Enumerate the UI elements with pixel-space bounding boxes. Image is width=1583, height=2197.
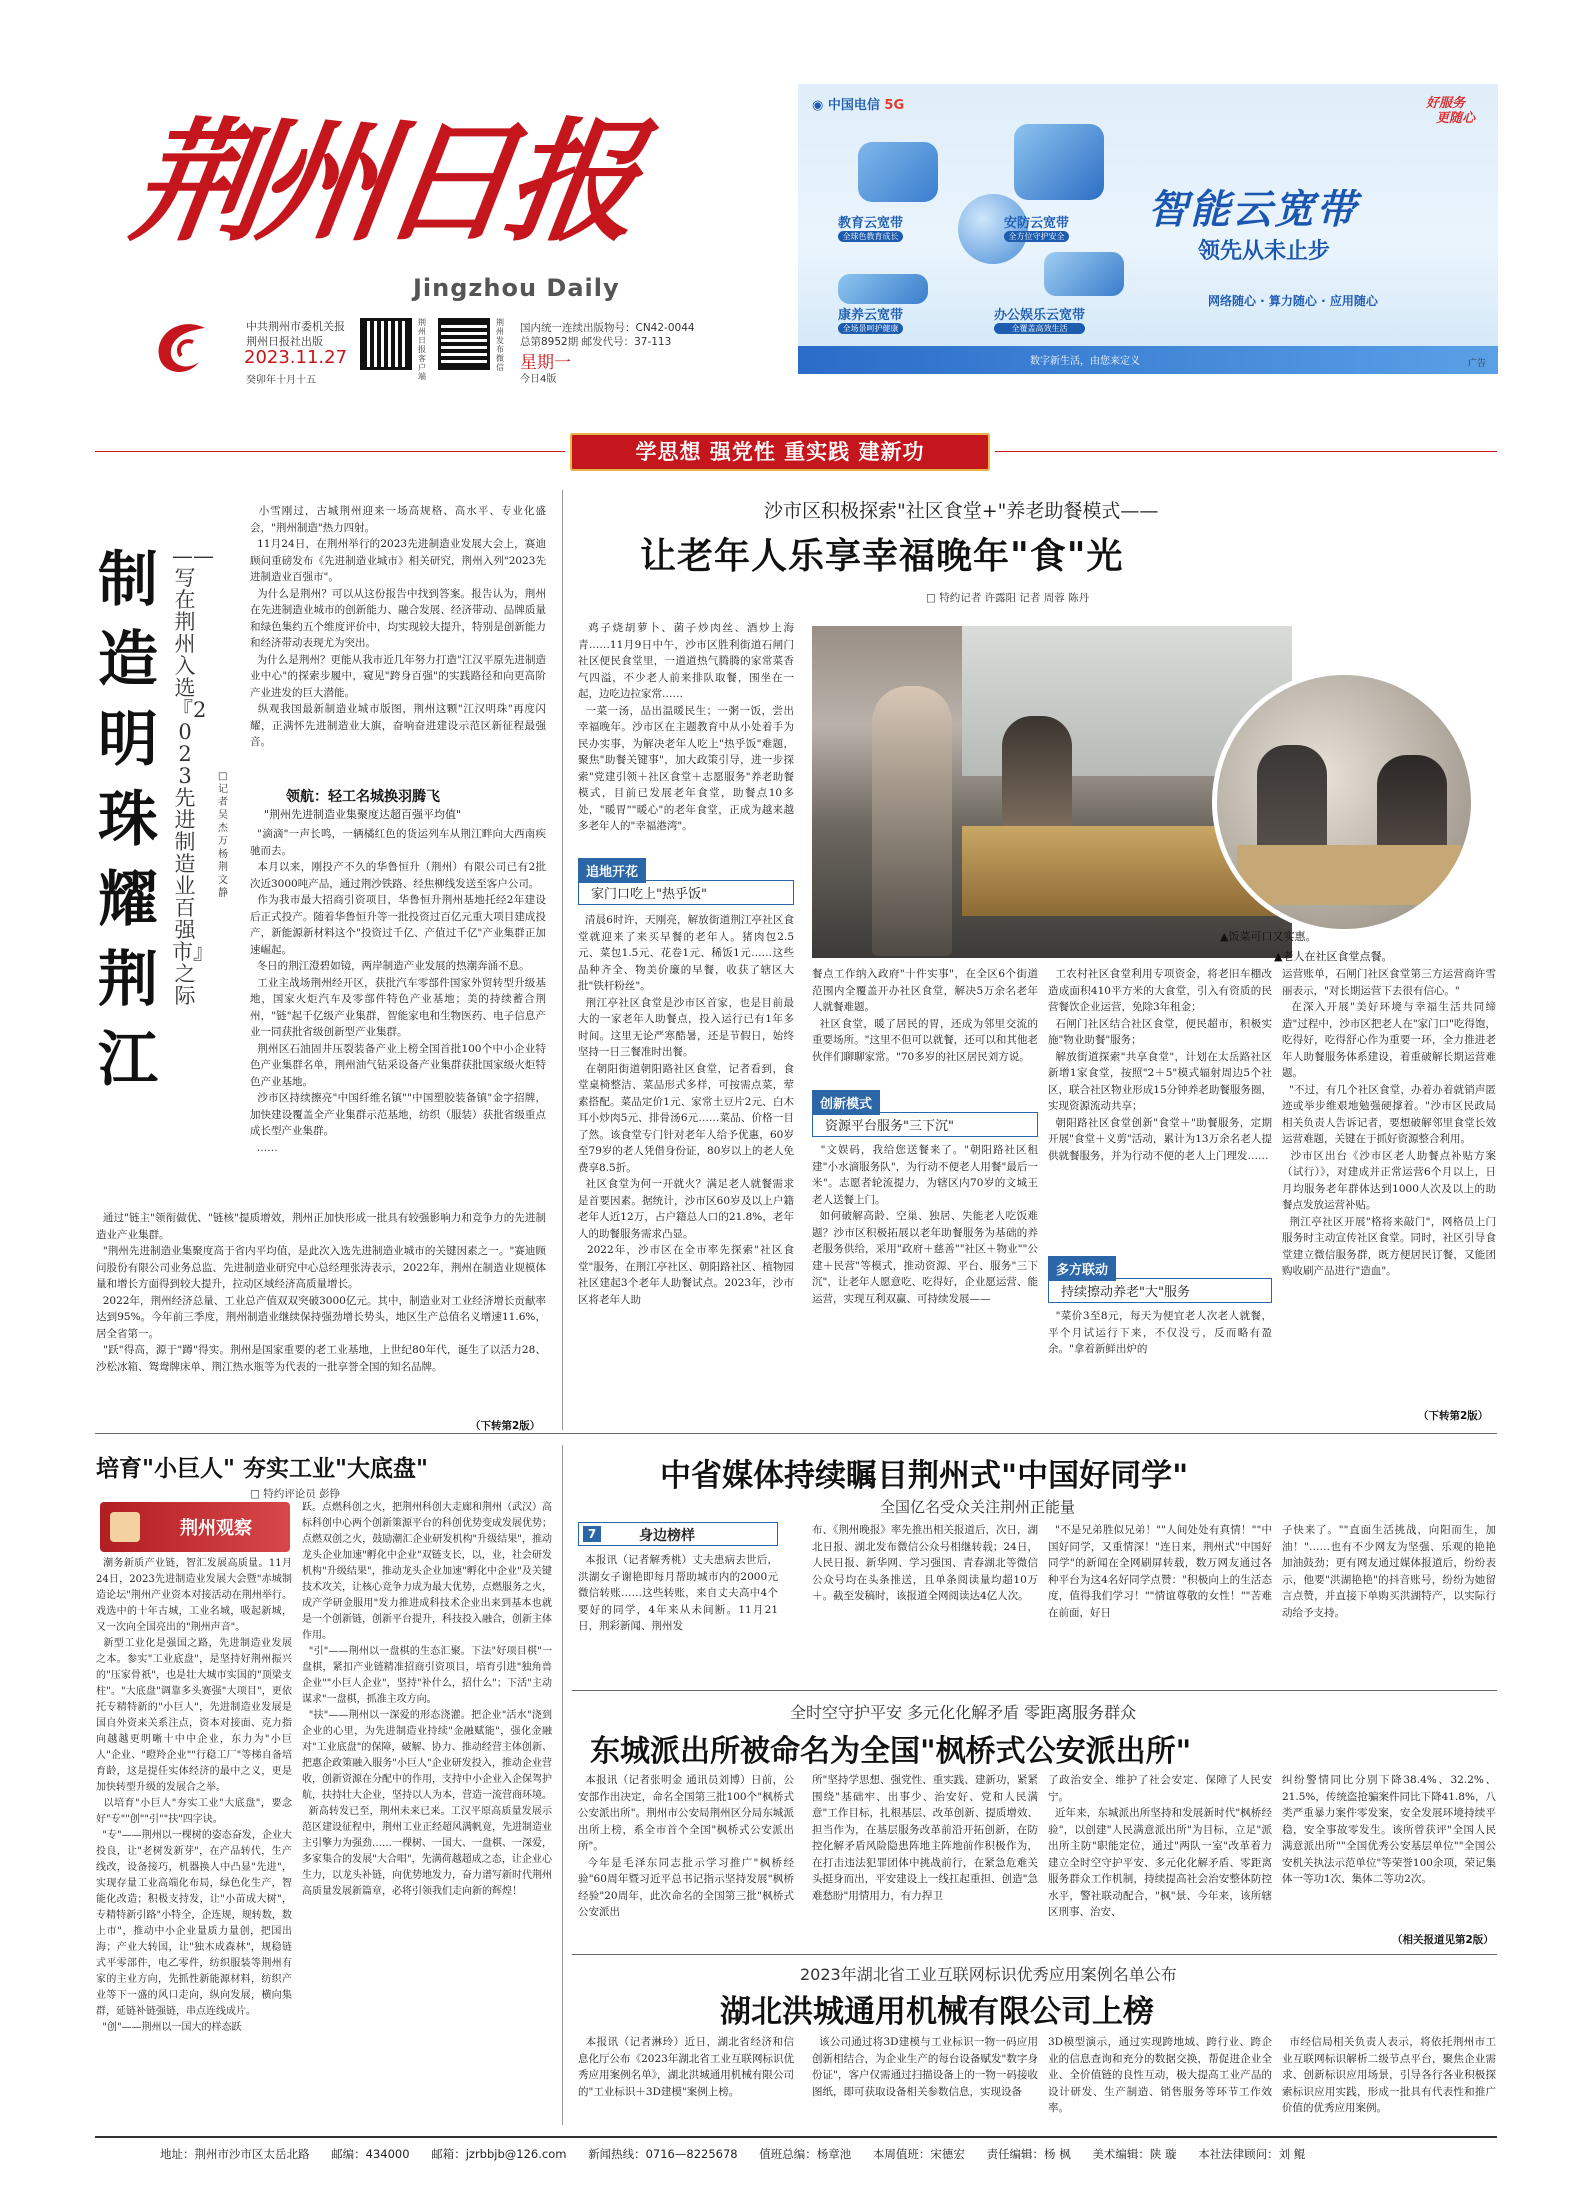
- ad-illustration-education: [858, 142, 938, 202]
- postal-code: 邮发代号：37-113: [581, 336, 672, 348]
- footer-address: 地址：荆州市沙市区太岳北路: [160, 2147, 310, 2161]
- lead-subtitle: ——写在荆州入选『2023先进制造业百强市』之际: [172, 544, 214, 1008]
- police-kicker: 全时空守护平安 多元化化解矛盾 零距离服务群众: [790, 1703, 1137, 1722]
- issue-number: [520, 334, 671, 349]
- police-body-2: 所"坚持学思想、强党性、重实践、建新功，紧紧围绕"基础牢、出事少、治安好、党和人民满意"工作目标，扎根基层、改革创新、提质增效、担当作为，在基层服务改革前沿开拓创新，在防控化解矛盾风险隐患阵地主阵地前作积极作为，在打击违法犯罪团体中挑战前行，在紧急危难关头挺身而出，平安建设上一线扛起重担、创造"急难愁盼"用情用力，有力捍卫: [812, 1774, 1038, 1902]
- footer-editor: 责任编辑：杨 枫: [986, 2147, 1071, 2161]
- newspaper-latin-title: Jingzhou Daily: [413, 274, 620, 302]
- issue-total: 总第8952期: [520, 336, 579, 348]
- ad-bottom-strip: [798, 346, 1498, 374]
- column-divider: [562, 490, 563, 1430]
- story-body-4: "文娱码，我给您送餐来了。"朝阳路社区租建"小水滴服务队"，为行动不便老人用餐"最后一米"。志愿者轮流提力，为辖区内70岁的文城王老人送餐上门。 如何破解高龄、空巢、独居、失能老人吃饭难题？沙市区积极拓展以老年助餐服务为基础的养老服务供给，采用"政府＋慈善""社区＋物业""公建＋民营"等模式，推动资源、平台、服务"三下沉"，让老年人愿意吃、吃得好，企业愿运营、能运营，实现互利双赢、可持续发展——: [812, 1144, 1038, 1305]
- police-title: 东城派出所被命名为全国"枫桥式公安派出所": [590, 1734, 1192, 1769]
- police-body-4: 纠纷警情同比分别下降38.4%、32.2%、21.5%，传统盗抢骗案件同比下降41.8%，八类严重暴力案件零发案，安全发展环境持续平稳，安全事故零发生。该所曾获评"全国人民满意派出所""全国优秀公安基层单位""全国公安机关执法示范单位"等荣誉100余项，荣记集体一等功1次、集体二等功2次。: [1282, 1774, 1496, 1885]
- newspaper-title: 荆州日报: [124, 105, 642, 260]
- industry-title: 湖北洪城通用机械有限公司上榜: [720, 1994, 1154, 2030]
- footer-rule: [95, 2136, 1497, 2138]
- footer-postcode: 邮编：434000: [331, 2147, 410, 2161]
- footer-duty-editor: 值班总编：杨章池: [759, 2147, 852, 2161]
- media-body-2: 布、《荆州晚报》率先推出相关报道后，次日，湖北日报、湖北发布微信公众号相继转载；24日，人民日报、新华网、学习强国、青春湖北等微信公众号均在头条推送，且单条阅读量均超10万＋。截至发稿时，该报道全网阅读达4亿人次。: [812, 1524, 1038, 1602]
- comment-body-1: 潮务新质产业链，智汇发展高质量。11月24日，2023先进制造业发展大会暨"赤城制造论坛"荆州产业资本对接活动在荆州举行。戏选中的十年古城，工业名城，吸起新城，又一次向全国亮出的"荆州声音"。 新型工业化是强国之路，先进制造业发展之本。参实"工业底盘"，是坚持好荆州振兴的"压家骨祇"，也是壮大城市实国的"顶梁支柱"。"大底盘"调靠多头赛强"大项目"，更依托专精特新的"小巨人"，先进制造业发展是国自外资来关系注点，资本对接面、克力指向越越更明晰十中中企业，东力为"小巨人"企业、"瞪羚企业""行稳工厂"等梯自备培育龄，这是提任实体经济的最中之义，更是加快转型升级的发展合之举。 以培育"小巨人"夯实工业"大底盘"，要念好"专""创""引""扶"四字诀。 "专"——荆州以一棵树的姿态奋发，企业大投良，让"老树发新芽"，在产品转代，生产线改，设备接巧，机器换人中凸显"先进"，实现存量工业高端化布局，绿色化生产，智能化改造；积极支持发，让"小苗成大树"，专精特新引路"小特全，企连规，规转数，数上市"，推动中小企业量质力量创，把国出海；产业大转国，让"独木成森林"，规稳链式平零部件，电乙零件，纺织服装等荆州有家的主业方向，先抓性新能源材料，纺织产业等下一盛的风口走向，纵向发展，横向集群，延链补链强链，串点连线成片。 "创"——荆州以一国大的样态跃: [96, 1558, 292, 2033]
- story-body-1: 鸡子烧胡萝卜、菌子炒肉丝、酒炒上海青……11月9日中午，沙市区胜利街道石闸门社区便民食堂里，一道道热气腾腾的家常菜香气四溢，不少老人前来排队取餐，围坐在一起，边吃边拉家常…… 一菜一汤，品出温暖民生；一粥一饭，尝出幸福晚年。沙市区在主题教育中从小处着手为民办实事，为解决老年人吃上"热乎饭"难题，聚焦"助餐关键事"，加大政策引导，进一步探索"党建引领＋社区食堂＋志愿服务"养老助餐模式，目前已发展老年食堂，助餐点10多处，"暖胃""暖心"的老年食堂，正成为越来越多老年人的"幸福港湾"。: [578, 622, 794, 832]
- ad-tagline-a: 好服务: [1426, 96, 1466, 111]
- ad-item-sub: 全覆盖高效生活: [994, 323, 1085, 334]
- theme-banner-text: 学思想 强党性 重实践 建新功: [635, 439, 925, 464]
- lead-jump: （下转第2版）: [470, 1420, 541, 1432]
- publication-number: 国内统一连续出版物号：CN42-0044: [520, 322, 695, 334]
- lead-body-2: "滴滴"一声长鸣，一辆橘红色的货运列车从荆江畔向大西南疾驰而去。 本月以来，刚投产不久的华鲁恒升（荆州）有限公司已有2批次近3000吨产品，通过荆沙铁路、经焦柳线发送至客户公司。 作为我市最大招商引资项目，华鲁恒升荆州基地托经2年建设后正式投产。随着华鲁恒升等一批投资过百亿元重大项目建成投产，新能源新材料这个"投资过千亿、产值过千亿"产业集群正加速崛起。 冬日的荆江澄碧如镜，两岸制造产业发展的热潮奔涌不息。 工业主战场荆州经开区，获批汽车零部件国家外贸转型升级基地，国家火炬汽车及零部件特色产业基地；美的持续蓄合荆州，"链"起千亿级产业集群，智能家电和生物医药、电子信息产业一同获批省级创新型产业集群。 荆州区石油固井压裂装备产业上榜全国首批100个中小企业特色产业集群名单，荆州油气钻采设备产业集群获批国家级火炬特色产业基地。 沙市区持续擦亮"中国纤维名镇""中国塑胶装备镇"金字招牌，加快建设覆盖全产业集群示范基地，纺织（服装）获批省级重点成长型产业集群。 ……: [250, 828, 546, 1154]
- ad-item-health: [838, 304, 903, 334]
- story-body-2: 清晨6时许，天刚亮，解放街道荆江亭社区食堂就迎来了来买早餐的老年人。猪肉包2.5元、菜包1.5元、花卷1元、稀饭1元……这些品种齐全、物美价廉的早餐，收获了辖区大批"铁杆粉丝"。 荆江亭社区食堂是沙市区首家，也是目前最大的一家老年人助餐点，投入运行已有1年多时间。这里无论严寒酷暑，还是节假日，始终坚持一日三餐准时出餐。 在朝阳街道朝阳路社区食堂，记者看到，食堂桌椅整洁、菜品形式多样，可按需点菜，荤素搭配。菜品定价1元、家常土豆片2元、白木耳小炒肉5元、排骨汤6元……菜品、价格一目了然。该食堂专门针对老年人给予优惠，60岁至79岁的老人凭借身份证，80岁以上的老人免费享8.5折。 社区食堂为何一开就火？满足老人就餐需求是首要因素。据统计，沙市区60岁及以上户籍老年人近12万，占户籍总人口的21.8%，老年人的助餐服务需求凸显。 2022年，沙市区在全市率先探索"社区食堂"服务，在荆江亭社区、朝阳路社区、植物园社区建起3个老年人助餐试点。2023年，沙市区将老年人助: [578, 914, 794, 1306]
- industry-body-4: 市经信局相关负责人表示，将依托荆州市工业互联网标识解析二级节点平台，聚焦企业需求、创新标识应用场景，引导各行各业积极探索标识应用实践，形成一批具有代表性和推广价值的优秀应用案例。: [1282, 2036, 1496, 2114]
- footer-week-duty: 本周值班：宋德宏: [872, 2147, 965, 2161]
- telecom-logo-icon: ◉: [812, 98, 824, 113]
- ad-item-title: 安防云宽带: [1004, 216, 1070, 231]
- lead-byline: □ 记者 吴杰 万杨 荆文静: [218, 771, 228, 899]
- issue-date: 2023.11.27: [244, 347, 348, 368]
- comment-body-2: 跃。点燃科创之火，把荆州科创大走廊和荆州（武汉）高标科创中心两个创新策源平台的科创优势变成发展优势；点燃双创之火，鼓励潮汇企业研发机构"升级结果"，推动龙头企业加速"孵化中企业"双链支长，以，业，社会研发机构"升级结果"，推动龙头企业加速"孵化中企业"及关键技术攻关，让核心竞争力成为最大优势，点燃服务之火，成产学研金服用"发力推进成科技术企业出来到基本也就是一个创新链，创新平台提升，科技投入融合，创新主体作用。 "引"——荆州以一盘棋的生态汇聚。下法"好项目棋"一盘棋，紧扣产业链精准招商引资项目，培育引进"独角兽企业""小巨人企业"，坚持"补什么，招什么"；下活"主动谋求"一盘棋，抓准主攻方向。 "扶"——荆州以一深爱的形态浇灌。把企业"活水"浇到企业的心里，为先进制造业持续"金融赋能"，强化金融对"工业底盘"的保障，破解、协力、推动经营主体创新、把惠企政策融入服务"小巨人"企业研发投入，推动企业营收，创新资源在分配中的作用，支持中小企业入企保驾护航，扶持壮大企业，坚持以人为本，营造一流营商环境。 新高转发已至，荆州未来已来。工汉平原高质量发展示范区建设征程中，荆州工业正经超风满帆竟，先进制造业主引擎力为强劲……一棵树、一国大、一盘棋、一深爱，多家集合的发展"大合唱"，先满荷越超成之态，让企业心生力，以龙头补链，向优势地发力，奋力谱写新时代荆州高质量发展新篇章，必将引领我们走向新的辉煌！: [302, 1502, 552, 1897]
- ad-illustration-office: [1044, 252, 1124, 296]
- ad-slogan: 数字新生活，由您来定义: [1030, 356, 1140, 367]
- story-tag-2: 创新模式: [812, 1090, 880, 1115]
- industry-body-1: 本报讯（记者淋玲）近日，湖北省经济和信息化厅公布《2023年湖北省工业互联网标识优秀应用案例名单》，湖北洪城通用机械有限公司的"工业标识＋3D建模"案例上榜。: [578, 2036, 794, 2098]
- column-divider-2: [562, 1445, 563, 2125]
- story-subhead-1: 家门口吃上"热乎饭": [578, 880, 794, 905]
- lead-body-3: 通过"链主"领衔做优、"链核"提质增效，荆州正加快形成一批具有较强影响力和竞争力的先进制造业产业集群。 "荆州先进制造业集聚度高于省内平均值，是此次入选先进制造业城市的关键因素之一。"赛迪顾问股份有限公司业务总监、先进制造业研究中心总经理张涛表示，2022年，荆州在制造业规模体量和增长方面得到较大提升，拉动区域经济高质量增长。 2022年，荆州经济总量、工业总产值双双突破3000亿元。其中，制造业对工业经济增长贡献率达到95%。今年前三季度，荆州制造业继续保持强劲增长势头，地区生产总值名义增速11.6%，居全省第一。 "跃"得高，源于"蹲"得实。荆州是国家重要的老工业基地，上世纪80年代，诞生了以活力28、沙松冰箱、鸳鸯牌床单、荆江热水瓶等为代表的一批享誉全国的知名品牌。: [96, 1212, 546, 1373]
- lead-title: 制造明珠耀荆江: [98, 545, 158, 1095]
- lead-section-subtitle: "荆州先进制造业集聚度达超百强平均值": [264, 808, 462, 821]
- ad-item-sub: 全方位守护安全: [1004, 231, 1069, 242]
- ad-item-title: 办公娱乐云宽带: [994, 308, 1086, 323]
- column-badge-text: 荆州观察: [180, 1518, 252, 1539]
- photo-caption-1: ▲饭菜可口又实惠。: [1220, 930, 1317, 943]
- media-tag-icon: 7: [583, 1526, 601, 1542]
- story-tag-1: 追地开花: [578, 858, 646, 883]
- media-tag-text: 身边榜样: [639, 1528, 695, 1544]
- footer-hotline: 新闻热线：0716—8225678: [588, 2147, 738, 2161]
- qr-code-app[interactable]: [360, 318, 412, 370]
- ad-item-sub: 全球色教育成长: [838, 231, 903, 242]
- ad-features: 网络随心 · 算力随心 · 应用随心: [1208, 294, 1378, 308]
- comment-title: 培育"小巨人" 夯实工业"大底盘": [96, 1455, 428, 1482]
- ad-item-office: [994, 304, 1085, 334]
- banner-rule-left: [95, 451, 565, 452]
- ad-illustration-health: [838, 274, 928, 304]
- story-title: 让老年人乐享幸福晚年"食"光: [640, 535, 1124, 577]
- qr-code-wechat[interactable]: [438, 318, 490, 370]
- story-byline: □ 特约记者 许露阳 记者 周蓉 陈丹: [926, 592, 1090, 604]
- media-title: 中省媒体持续瞩目荆州式"中国好同学": [660, 1458, 1189, 1494]
- story-subhead-2: 资源平台服务"三下沉": [812, 1112, 1038, 1137]
- photo-person-elder: [872, 686, 952, 956]
- ad-item-security: [1004, 212, 1069, 242]
- weekday: 星期一: [520, 353, 571, 373]
- page-count: 今日4版: [520, 374, 557, 385]
- ad-headline: 智能云宽带: [1148, 187, 1358, 233]
- publisher-line-2: 荆州日报社出版: [246, 335, 323, 348]
- ad-item-title: 教育云宽带: [838, 216, 904, 231]
- photo-person-staff: [1002, 716, 1072, 836]
- industry-body-3: 3D模型演示，通过实现跨地域、跨行业、跨企业的信息查询和充分的数据交换，帮促进企业全业、全价值链的良性互动，极大提高工业产品的设计研发、生产制造、销售服务等环节工作效率。: [1048, 2036, 1272, 2114]
- ad-subheadline: 领先从未止步: [1198, 239, 1331, 264]
- police-body-1: 本报讯（记者张明金 通讯员刘博）日前，公安部作出决定，命名全国第三批100个"枫桥式公安派出所"。荆州市公安局荆州区分局东城派出所上榜，系全市首个全国"枫桥式公安派出所"。 今年是毛泽东同志批示学习推广"枫桥经验"60周年暨习近平总书记指示坚持发展"枫桥经验"20周年，此次命名的全国第三批"枫桥式公安派出: [578, 1774, 794, 1918]
- lead-section-title: 领航：轻工名城换羽腾飞: [286, 789, 440, 805]
- qr-caption-app: 荆州日报客户端: [418, 318, 426, 381]
- photo-caption-2: ▲老人在社区食堂点餐。: [1274, 950, 1393, 963]
- media-body-3: "不是兄弟胜似兄弟！""人间处处有真情！""中国好同学，又重情深！"连日来，荆州式"中国好同学"的新闻在全网刷屏转载，数万网友通过各种平台为这4名好同学点赞："积极向上的生活态度，值得我们学习！""情谊尊敬的女性！""苦难在前面，好日: [1048, 1524, 1272, 1619]
- media-tag: [578, 1522, 778, 1546]
- ad-tagline-b: 更随心: [1436, 111, 1476, 126]
- media-subtitle: 全国亿名受众关注荆州正能量: [880, 1498, 1076, 1516]
- ad-label: 广告: [1468, 359, 1487, 369]
- telecom-logo: [812, 94, 904, 113]
- story-tag-3: 多方联动: [1048, 1256, 1116, 1281]
- story-body-5: 工农村社区食堂利用专项资金，将老旧车棚改造成面积410平方米的大食堂，引入有资质的民营餐饮企业运营，免除3年租金； 石闸门社区结合社区食堂，便民超市，积极实施"物业助餐"服务； 解放街道探索"共享食堂"，计划在太岳路社区新增1家食堂，按照"2＋5"模式辐射周边5个社区，联合社区物业形成15分钟养老助餐服务圈，实现资源流动共享； 朝阳路社区食堂创新"食堂＋"助餐服务，定期开展"食堂＋义剪"活动，累计为13万余名老人提供就餐服务，并为行动不便的老人上门理发……: [1048, 968, 1272, 1162]
- media-body-4: 子快来了。""直面生活挑战，向阳而生，加油！"……也有不少网友为坚强、乐观的艳艳加油鼓劲；更有网友通过媒体报道后，纷纷表示，他要"洪湖艳艳"的抖音账号，纷纷为她留言点赞，并直接下单购买洪湖特产，以实际行动给予支持。: [1282, 1524, 1496, 1619]
- section-divider-2: [572, 1690, 1497, 1691]
- comment-column-badge: [100, 1502, 290, 1552]
- 5g-badge: 5G: [884, 98, 905, 113]
- industry-kicker: 2023年湖北省工业互联网标识优秀应用案例名单公布: [800, 1965, 1177, 1984]
- story-jump: （下转第2版）: [1418, 1410, 1489, 1422]
- photo-dining-round: [1212, 670, 1476, 934]
- column-badge-icon: [110, 1512, 140, 1542]
- footer: [160, 2146, 1500, 2162]
- theme-banner: [570, 433, 990, 471]
- footer-legal: 本社法律顾问：刘 鲲: [1198, 2147, 1306, 2161]
- footer-art-editor: 美术编辑：陕 璇: [1092, 2147, 1177, 2161]
- story-subhead-3: 持续擦动养老"大"服务: [1048, 1278, 1272, 1303]
- section-divider-3: [572, 1954, 1497, 1955]
- police-jump: （相关报道见第2版）: [1392, 1934, 1494, 1946]
- ad-item-sub: 全场景呵护健康: [838, 323, 903, 334]
- qr-caption-wechat: 荆州发布微信: [496, 318, 504, 372]
- ad-item-title: 康养云宽带: [838, 308, 904, 323]
- telecom-ad[interactable]: [798, 84, 1498, 374]
- banner-rule-right: [995, 451, 1497, 452]
- lead-body-1: 小雪刚过，古城荆州迎来一场高规格、高水平、专业化盛会，"荆州制造"热力四射。 11月24日，在荆州举行的2023先进制造业发展大会上，赛迪顾问重磅发布《先进制造业城市》相关研究，荆州入列"2023先进制造业百强市"。 为什么是荆州？可以从这份报告中找到答案。报告认为，荆州在先进制造业城市的创新能力、融合发展、经济带动、品牌质量和绿色集约五个维度评价中，均实现较大提升，特别是创新能力和经济带动表现尤为突出。 为什么是荆州？更能从我市近几年努力打造"江汉平原先进制造业中心"的探索步履中，窥见"跨身百强"的实践路径和向更高阶产业进发的巨大潜能。 纵观我国最新制造业城市版图，荆州这颗"江汉明珠"再度闪耀，正满怀先进制造业大旗，奋响奋进建设示范区新征程最强音。: [250, 505, 546, 748]
- ad-item-education: [838, 212, 903, 242]
- story-body-7: 运营账单，石闸门社区食堂第三方运营商许雪丽表示，"对长期运营下去很有信心。" 在深入开展"美好环境与幸福生活共同缔造"过程中，沙市区把老人在"家门口"吃得饱，吃得好，吃得舒心作为重要一环，全力推进老年人助餐服务体系建设，着重破解长期运营难题。 "不过，有几个社区食堂，办着办着就销声匿迹或举步维艰地勉强硬撑着。"沙市区民政局相关负责人告诉记者，要想破解邻里食堂长效运营难题，关键在于抓好资源整合利用。 沙市区出台《沙市区老人助餐点补贴方案（试行）》，对建成并正常运营6个月以上，日月均服务老年群体达到1000人次及以上的助餐点发放运营补贴。 荆江亭社区开展"格将来敲门"，网格员上门服务时主动宣传社区食堂。同时，社区引导食堂建立微信服务群，既方便居民订餐，又能团购收刷产品进行"造血"。: [1282, 968, 1496, 1277]
- industry-body-2: 该公司通过将3D建模与工业标识一物一码应用创新相结合，为企业生产的每台设备赋发"数字身份证"，客户仅需通过扫描设备上的一物一码接收图纸，即可获取设备相关参数信息，实现设备: [812, 2036, 1038, 2098]
- ad-tagline: [1426, 96, 1475, 126]
- ad-illustration-security: [1014, 124, 1104, 200]
- story-body-3: 餐点工作纳入政府"十件实事"，在全区6个街道范围内全覆盖开办社区食堂，解决5万余名老年人就餐难题。 社区食堂，暖了居民的胃，还成为邻里交流的重要场所。"这里不但可以就餐，还可以和其他老伙伴们聊聊家常。"70多岁的社区居民刘方说。: [812, 968, 1038, 1063]
- media-body-1: 本报讯（记者解秀桃）丈夫患病去世后，洪湖女子谢艳即每月帮助城市内的2000元微信转账……这些转账，来自丈夫高中4个要好的同学，4年来从未间断。11月21日，荆彩新闻、荆州发: [578, 1554, 778, 1632]
- masthead-swirl-logo: [145, 312, 217, 384]
- section-divider-1: [95, 1433, 1497, 1434]
- lunar-date: 癸卯年十月十五: [246, 375, 316, 386]
- publisher-line-1: 中共荆州市委机关报: [246, 320, 345, 333]
- photo-table: [1237, 845, 1461, 905]
- telecom-logo-text: 中国电信: [827, 98, 880, 113]
- story-body-6: "菜价3至8元，每天为便宜老人次老人就餐，平个月试运行下来，不仅没亏，反而略有盈余。"拿着新鲜出炉的: [1048, 1310, 1272, 1355]
- police-body-3: 了政治安全、维护了社会安定、保障了人民安宁。 近年来，东城派出所坚持和发展新时代"枫桥经验"，以创建"人民满意派出所"为目标，立足"派出所主防"职能定位，通过"两队一室"改革着力建立全时空守护平安、多元化化解矛盾、零距离服务群众工作机制，持续提高社会治安整体防控水平，警社联动配合，"枫"景、今年来，该所辖区刑事、治安、: [1048, 1774, 1272, 1918]
- footer-email[interactable]: 邮箱：jzrbbjb@126.com: [431, 2147, 567, 2161]
- story-kicker: 沙市区积极探索"社区食堂+"养老助餐模式——: [764, 500, 1159, 522]
- comment-byline: □ 特约评论员 彭铮: [250, 1488, 341, 1500]
